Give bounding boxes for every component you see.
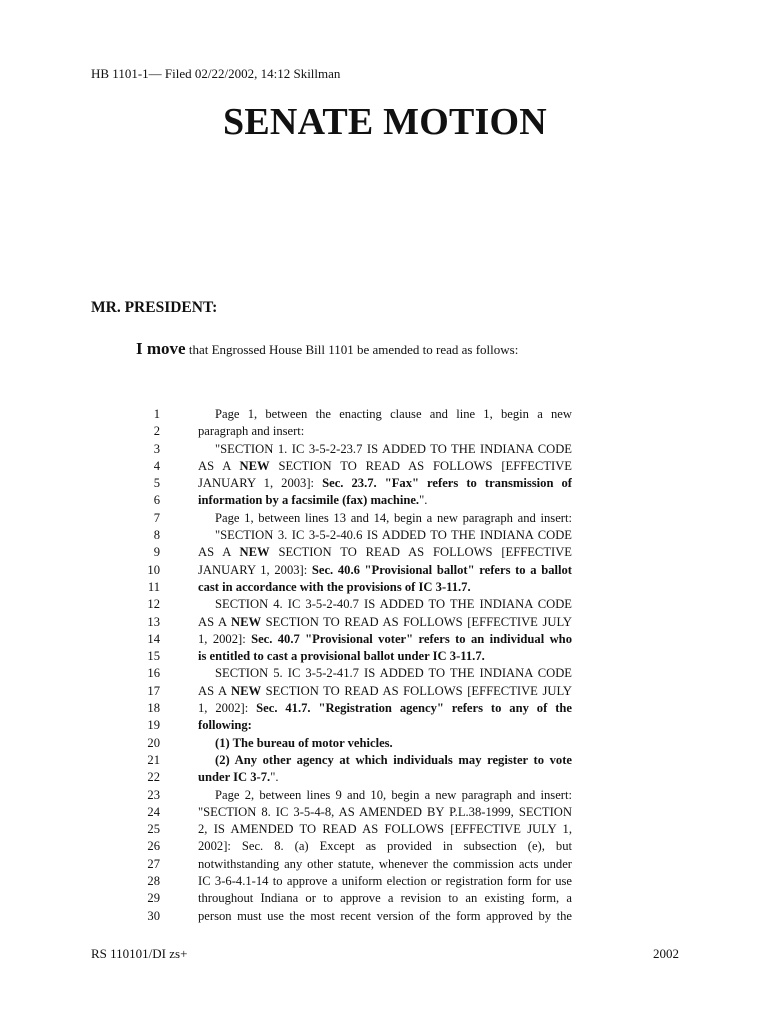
line-number: 1 bbox=[153, 407, 160, 421]
line-text bbox=[198, 492, 572, 509]
text-segment: 2, IS AMENDED TO READ AS FOLLOWS [EFFECTIVE JULY 1, bbox=[198, 822, 572, 837]
bold-text-segment: NEW bbox=[230, 683, 262, 698]
motion-lead: I move bbox=[136, 339, 186, 358]
line-number: 17 bbox=[147, 683, 160, 698]
line-text bbox=[198, 890, 572, 907]
line-text bbox=[198, 838, 572, 855]
text-segment: Page 2, between lines 9 and 10, begin a new paragraph and insert: bbox=[215, 787, 572, 802]
line-number: 15 bbox=[147, 649, 160, 664]
line-text bbox=[198, 562, 572, 579]
text-line bbox=[0, 856, 770, 873]
bold-text-segment: Sec. 23.7. "Fax" refers to transmission of bbox=[322, 476, 572, 491]
text-line bbox=[0, 838, 770, 855]
line-text bbox=[198, 908, 572, 925]
line-text bbox=[198, 683, 572, 700]
numbered-amendment-text bbox=[0, 406, 770, 925]
text-line bbox=[0, 510, 770, 527]
line-number: 3 bbox=[153, 441, 160, 456]
line-number: 4 bbox=[153, 458, 160, 473]
line-text bbox=[198, 441, 572, 458]
line-text bbox=[198, 579, 572, 596]
text-segment: paragraph and insert: bbox=[198, 424, 305, 439]
text-segment: SECTION TO READ AS FOLLOWS [EFFECTIVE bbox=[269, 458, 572, 473]
bold-text-segment: (2) Any other agency at which individuals may register to vote bbox=[215, 752, 572, 767]
text-line bbox=[0, 648, 770, 665]
line-text bbox=[198, 596, 572, 613]
text-segment: IC 3-6-4.1-14 to approve a uniform election or registration form for use bbox=[198, 874, 572, 889]
line-number: 6 bbox=[153, 493, 160, 508]
text-line bbox=[0, 908, 770, 925]
bold-text-segment: under IC 3-7. bbox=[198, 770, 271, 785]
line-number: 22 bbox=[147, 770, 160, 785]
line-number: 10 bbox=[147, 562, 160, 577]
bold-text-segment: NEW bbox=[239, 458, 270, 473]
line-number: 5 bbox=[153, 476, 160, 491]
line-number: 12 bbox=[147, 597, 160, 612]
bold-text-segment: cast in accordance with the provisions of IC 3-11.7. bbox=[198, 579, 471, 594]
text-segment: SECTION 5. IC 3-5-2-41.7 IS ADDED TO THE INDIANA CODE bbox=[215, 666, 572, 681]
line-number: 16 bbox=[147, 666, 160, 681]
text-segment: notwithstanding any other statute, whenever the commission acts under bbox=[198, 856, 572, 871]
text-line bbox=[0, 458, 770, 475]
text-segment: JANUARY 1, 2003]: bbox=[198, 562, 312, 577]
text-segment: "SECTION 1. IC 3-5-2-23.7 IS ADDED TO THE INDIANA CODE bbox=[215, 441, 572, 456]
text-line bbox=[0, 562, 770, 579]
line-text bbox=[198, 717, 572, 734]
line-number: 27 bbox=[147, 856, 160, 871]
text-segment: 2002]: Sec. 8. (a) Except as provided in subsection (e), but bbox=[198, 839, 572, 854]
text-segment: ". bbox=[419, 493, 428, 508]
text-line bbox=[0, 752, 770, 769]
text-segment: "SECTION 3. IC 3-5-2-40.6 IS ADDED TO THE INDIANA CODE bbox=[215, 528, 572, 543]
text-segment: SECTION 4. IC 3-5-2-40.7 IS ADDED TO THE INDIANA CODE bbox=[215, 597, 572, 612]
bold-text-segment: NEW bbox=[239, 545, 270, 560]
text-segment: "SECTION 8. IC 3-5-4-8, AS AMENDED BY P.L.38-1999, SECTION bbox=[198, 804, 572, 819]
line-number: 28 bbox=[147, 874, 160, 889]
text-segment: AS A bbox=[198, 614, 231, 629]
line-number: 11 bbox=[147, 579, 160, 594]
text-segment: SECTION TO READ AS FOLLOWS [EFFECTIVE bbox=[269, 545, 572, 560]
text-segment: person must use the most recent version of the form approved by the bbox=[198, 908, 572, 923]
line-text bbox=[198, 527, 572, 544]
line-number: 29 bbox=[147, 891, 160, 906]
text-segment: ". bbox=[270, 770, 279, 785]
text-line bbox=[0, 890, 770, 907]
bold-text-segment: is entitled to cast a provisional ballot under IC 3-11.7. bbox=[198, 649, 485, 664]
text-line bbox=[0, 717, 770, 734]
line-text bbox=[198, 614, 572, 631]
text-segment: SECTION TO READ AS FOLLOWS [EFFECTIVE JULY bbox=[261, 614, 572, 629]
line-text bbox=[198, 700, 572, 717]
text-line bbox=[0, 527, 770, 544]
filing-header: HB 1101-1— Filed 02/22/2002, 14:12 Skillman bbox=[91, 66, 341, 81]
motion-statement bbox=[136, 339, 518, 359]
line-text bbox=[198, 665, 572, 682]
text-line bbox=[0, 683, 770, 700]
text-line bbox=[0, 596, 770, 613]
text-line bbox=[0, 475, 770, 492]
bold-text-segment: Sec. 40.7 "Provisional voter" refers to an individual who bbox=[251, 631, 572, 646]
line-number: 9 bbox=[153, 545, 160, 560]
line-text bbox=[198, 423, 572, 440]
line-text bbox=[198, 787, 572, 804]
text-line bbox=[0, 873, 770, 890]
text-line bbox=[0, 735, 770, 752]
line-text bbox=[198, 821, 572, 838]
motion-text: that Engrossed House Bill 1101 be amended to read as follows: bbox=[185, 342, 519, 357]
line-text bbox=[198, 544, 572, 561]
line-text bbox=[198, 873, 572, 890]
text-line bbox=[0, 787, 770, 804]
line-number: 2 bbox=[153, 424, 160, 439]
line-text bbox=[198, 648, 572, 665]
text-line bbox=[0, 423, 770, 440]
text-segment: SECTION TO READ AS FOLLOWS [EFFECTIVE JULY bbox=[261, 683, 572, 698]
text-segment: AS A bbox=[198, 458, 240, 473]
line-number: 25 bbox=[147, 822, 160, 837]
line-number: 30 bbox=[147, 908, 160, 923]
text-segment: Page 1, between the enacting clause and line 1, begin a new bbox=[215, 407, 572, 421]
line-number: 24 bbox=[147, 804, 160, 819]
line-text bbox=[198, 631, 572, 648]
text-line bbox=[0, 631, 770, 648]
line-text bbox=[198, 406, 572, 423]
line-number: 20 bbox=[147, 735, 160, 750]
text-segment: 1, 2002]: bbox=[198, 631, 252, 646]
footer-document-code: RS 110101/DI zs+ bbox=[91, 946, 188, 961]
text-segment: AS A bbox=[198, 683, 231, 698]
line-number: 18 bbox=[147, 701, 160, 716]
bold-text-segment: information by a facsimile (fax) machine. bbox=[198, 493, 420, 508]
bold-text-segment: following: bbox=[198, 718, 252, 733]
text-line bbox=[0, 614, 770, 631]
bold-text-segment: Sec. 41.7. "Registration agency" refers to any of the bbox=[256, 701, 572, 716]
line-text bbox=[198, 769, 572, 786]
line-number: 14 bbox=[147, 631, 160, 646]
text-line bbox=[0, 406, 770, 423]
line-number: 19 bbox=[147, 718, 160, 733]
line-text bbox=[198, 804, 572, 821]
text-segment: throughout Indiana or to approve a revision to an existing form, a bbox=[198, 891, 572, 906]
line-number: 13 bbox=[147, 614, 160, 629]
line-number: 8 bbox=[153, 528, 160, 543]
text-line bbox=[0, 544, 770, 561]
line-text bbox=[198, 510, 572, 527]
line-text bbox=[198, 475, 572, 492]
text-segment: Page 1, between lines 13 and 14, begin a new paragraph and insert: bbox=[215, 510, 572, 525]
bold-text-segment: Sec. 40.6 "Provisional ballot" refers to a ballot bbox=[311, 562, 572, 577]
text-line bbox=[0, 579, 770, 596]
text-line bbox=[0, 804, 770, 821]
text-line bbox=[0, 700, 770, 717]
salutation: MR. PRESIDENT: bbox=[91, 299, 218, 316]
line-number: 21 bbox=[147, 752, 160, 767]
line-text bbox=[198, 735, 572, 752]
bold-text-segment: (1) The bureau of motor vehicles. bbox=[215, 735, 393, 750]
text-line bbox=[0, 769, 770, 786]
line-text bbox=[198, 856, 572, 873]
line-number: 23 bbox=[147, 787, 160, 802]
bold-text-segment: NEW bbox=[230, 614, 262, 629]
text-segment: 1, 2002]: bbox=[198, 701, 257, 716]
footer-year: 2002 bbox=[653, 946, 679, 961]
page-title: SENATE MOTION bbox=[223, 101, 547, 143]
line-number: 26 bbox=[147, 839, 160, 854]
text-line bbox=[0, 441, 770, 458]
text-line bbox=[0, 492, 770, 509]
text-line bbox=[0, 665, 770, 682]
line-text bbox=[198, 458, 572, 475]
text-segment: JANUARY 1, 2003]: bbox=[198, 476, 323, 491]
line-number: 7 bbox=[153, 510, 160, 525]
text-segment: AS A bbox=[198, 545, 240, 560]
line-text bbox=[198, 752, 572, 769]
text-line bbox=[0, 821, 770, 838]
